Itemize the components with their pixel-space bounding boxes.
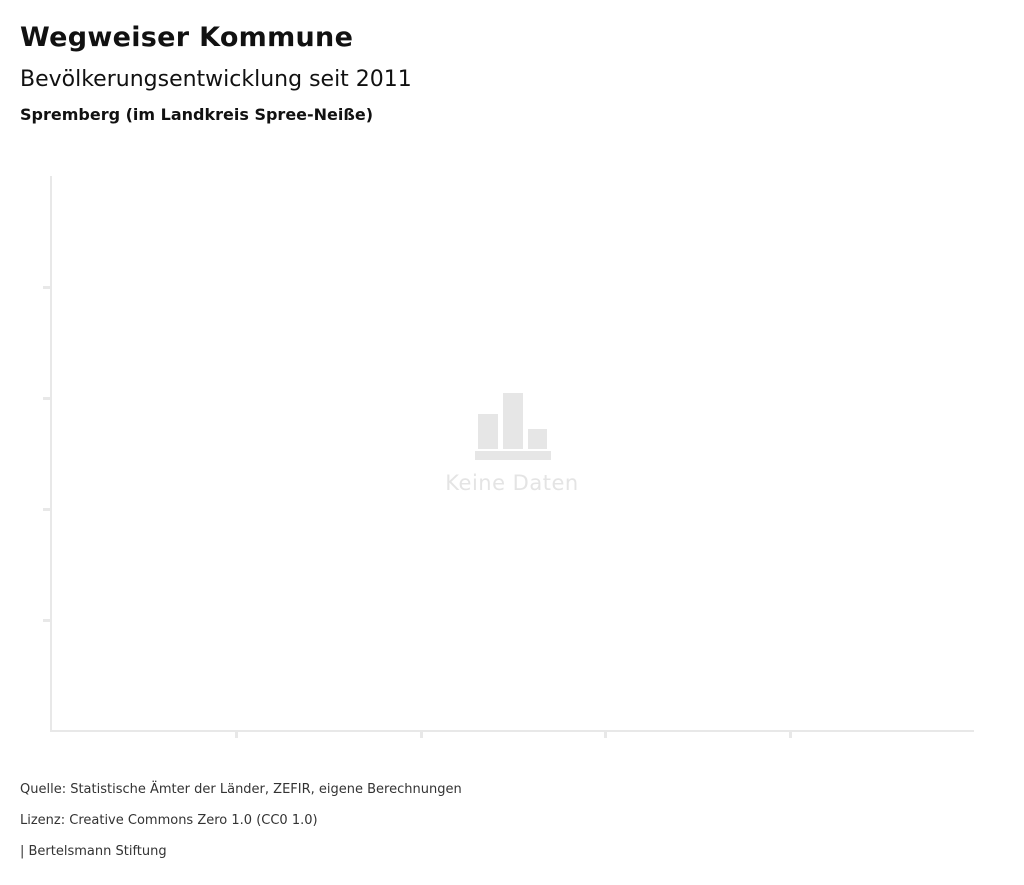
x-axis-tick [235, 732, 238, 738]
x-axis-tick [789, 732, 792, 738]
attribution-text: | Bertelsmann Stiftung [20, 844, 167, 859]
chart-title: Bevölkerungsentwicklung seit 2011 [20, 67, 412, 92]
x-axis-tick [604, 732, 607, 738]
icon-bar-tall [503, 393, 523, 449]
chart-location-subtitle: Spremberg (im Landkreis Spree-Neiße) [20, 105, 374, 124]
license-text: Lizenz: Creative Commons Zero 1.0 (CC0 1.0) [20, 813, 318, 828]
icon-bar-short [528, 429, 547, 449]
y-axis-line [50, 176, 52, 732]
x-axis-line [50, 730, 974, 732]
chart-footer [20, 782, 462, 875]
y-axis-tick [43, 619, 50, 622]
y-axis-tick [43, 397, 50, 400]
source-text: Quelle: Statistische Ämter der Länder, ZEFIR, eigene Berechnungen [20, 782, 462, 797]
x-axis-tick [420, 732, 423, 738]
no-data-bar-chart-icon [475, 393, 551, 460]
app-title: Wegweiser Kommune [20, 22, 354, 53]
no-data-label: Keine Daten [445, 471, 579, 495]
icon-bar-medium [478, 414, 498, 449]
icon-baseline [475, 451, 551, 460]
y-axis-tick [43, 286, 50, 289]
y-axis-tick [43, 508, 50, 511]
